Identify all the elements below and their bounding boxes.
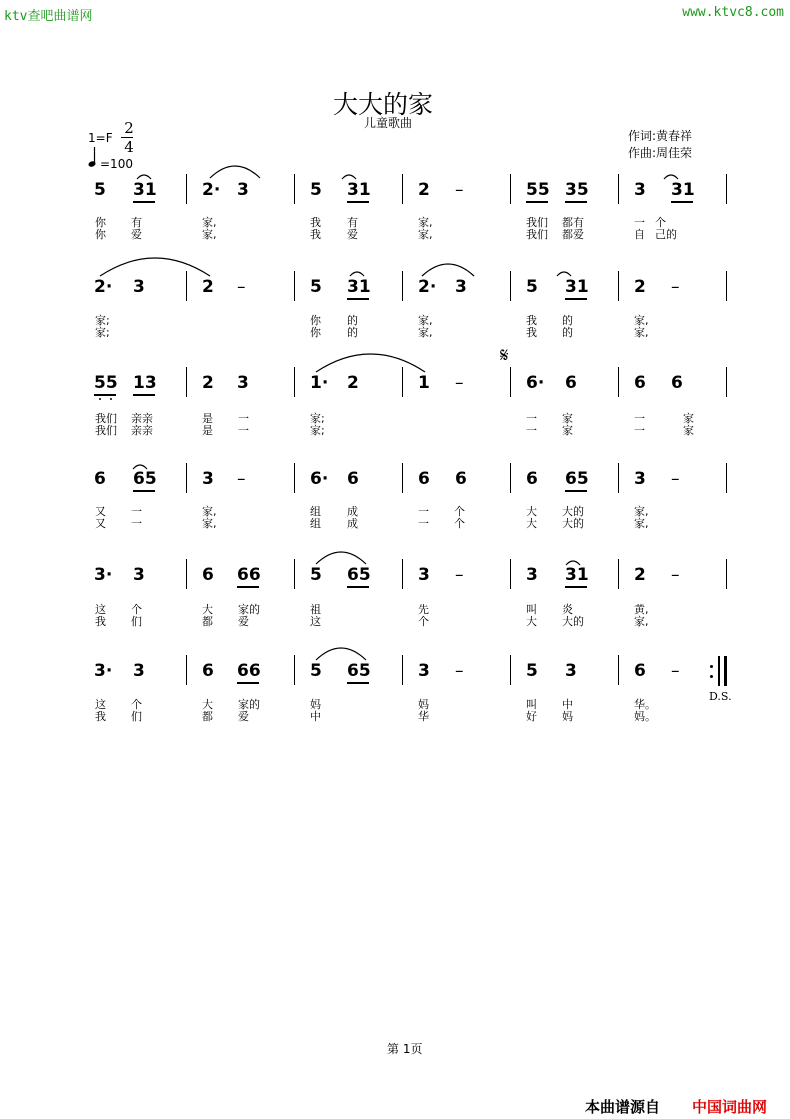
note: 2 [347, 373, 359, 393]
note: 2 [202, 277, 214, 297]
lyric-syllable: 个 [655, 216, 666, 229]
lyric-syllable: 个 [418, 615, 429, 628]
note: 5 [310, 277, 322, 297]
lyric-syllable: 爱 [238, 710, 249, 723]
lyric-syllable: 的 [562, 314, 573, 327]
note: 31 [347, 180, 371, 200]
dash: – [671, 661, 680, 681]
lyric-syllable: 祖 [310, 603, 321, 616]
note: 66 [237, 565, 261, 585]
dash: – [455, 565, 464, 585]
note: 31 [565, 277, 589, 297]
lyric-syllable: 我 [310, 216, 321, 229]
slur [422, 264, 474, 276]
note: 3 [133, 277, 145, 297]
note: 6 [671, 373, 683, 393]
lyric-syllable: 一 [634, 412, 645, 425]
lyric-syllable: 家, [634, 615, 649, 628]
lyric-syllable: 的 [347, 314, 358, 327]
note: 5 [526, 277, 538, 297]
dash: – [671, 565, 680, 585]
lyric-syllable: 我 [95, 615, 106, 628]
song-title: 大大的家 [333, 90, 434, 119]
lyric-syllable: 一 [131, 517, 142, 530]
lyric-syllable: 一 [238, 412, 249, 425]
lyric-syllable: 家, [418, 314, 433, 327]
lyric-syllable: 家, [634, 505, 649, 518]
note: 2· [202, 180, 221, 200]
note: 2 [634, 565, 646, 585]
note: 5 [94, 180, 106, 200]
lyric-syllable: 一 [238, 424, 249, 437]
note: 3 [237, 373, 249, 393]
lyric-syllable: 中 [310, 710, 321, 723]
note: 3 [455, 277, 467, 297]
note: 6 [202, 565, 214, 585]
lyric-syllable: 家, [634, 314, 649, 327]
lyric-syllable: 们 [131, 615, 142, 628]
lyric-syllable: 都 [202, 615, 213, 628]
watermark-left: ktv查吧曲谱网 [4, 9, 93, 24]
lyric-syllable: 我们 [95, 424, 117, 437]
note: 3· [94, 565, 113, 585]
note: 65 [347, 565, 371, 585]
lyric-syllable: 又 [95, 517, 106, 530]
lyric-syllable: 组 [310, 517, 321, 530]
lyric-syllable: 成 [347, 505, 358, 518]
note: 2· [418, 277, 437, 297]
lyric-syllable: 大的 [562, 505, 584, 518]
lyric-syllable: 是 [202, 412, 213, 425]
lyric-syllable: 爱 [238, 615, 249, 628]
lyric-syllable: 妈 [310, 698, 321, 711]
slur [137, 175, 151, 179]
lyric-syllable: 亲亲 [131, 412, 153, 425]
lyricist: 作词:黄春祥 [628, 129, 693, 143]
note: 31 [565, 565, 589, 585]
watermark-right: www.ktvc8.com [682, 5, 784, 20]
lyric-syllable: 叫 [526, 603, 537, 616]
lyric-syllable: 一 [131, 505, 142, 518]
lyric-syllable: 爱 [347, 228, 358, 241]
note: 3 [526, 565, 538, 585]
note: 6 [634, 661, 646, 681]
note: 5 [526, 661, 538, 681]
lyric-syllable: 家; [310, 412, 325, 425]
lyric-syllable: 亲亲 [131, 424, 153, 437]
lyric-syllable: 一 [526, 412, 537, 425]
lyric-syllable: 家的 [238, 698, 260, 711]
note: 31 [347, 277, 371, 297]
slur [316, 552, 366, 564]
slur [664, 175, 678, 179]
lyric-syllable: 你 [95, 228, 106, 241]
note: 5 [310, 661, 322, 681]
note: 6 [565, 373, 577, 393]
slur [316, 648, 366, 660]
lyric-syllable: 家, [418, 216, 433, 229]
ds-marking: D.S. [709, 690, 732, 703]
note: 3 [133, 661, 145, 681]
lyric-syllable: 你 [95, 216, 106, 229]
slur [100, 258, 210, 276]
note: 3 [565, 661, 577, 681]
lyric-syllable: 这 [95, 603, 106, 616]
lyric-syllable: 大的 [562, 615, 584, 628]
lyric-syllable: 我 [526, 326, 537, 339]
note: 35 [565, 180, 589, 200]
lyric-syllable: 是 [202, 424, 213, 437]
lyric-syllable: 我们 [526, 216, 548, 229]
note: 31 [133, 180, 157, 200]
lyric-syllable: 家, [202, 216, 217, 229]
lyric-syllable: 妈 [562, 710, 573, 723]
lyric-syllable: 妈 [418, 698, 429, 711]
note: 6 [202, 661, 214, 681]
lyric-syllable: 我 [526, 314, 537, 327]
lyric-syllable: 家; [310, 424, 325, 437]
lyric-syllable: 家, [202, 517, 217, 530]
lyric-syllable: 家, [202, 505, 217, 518]
note: 3 [634, 469, 646, 489]
footer-source: 本曲谱源自 [585, 1098, 661, 1116]
lyric-syllable: 你 [310, 326, 321, 339]
lyric-syllable: 有 [131, 216, 142, 229]
lyric-syllable: 这 [310, 615, 321, 628]
lyric-syllable: 家; [95, 326, 110, 339]
key-signature: 1=F [88, 131, 113, 145]
lyric-syllable: 又 [95, 505, 106, 518]
lyric-syllable: 的 [562, 326, 573, 339]
lyric-syllable: 己的 [655, 228, 677, 241]
lyric-syllable: 一 [634, 424, 645, 437]
note: 2 [418, 180, 430, 200]
lyric-syllable: 中 [562, 698, 573, 711]
lyric-syllable: 妈。 [634, 710, 656, 723]
lyric-syllable: 你 [310, 314, 321, 327]
note: 3 [133, 565, 145, 585]
lyric-syllable: 我们 [526, 228, 548, 241]
lyric-syllable: 一 [418, 505, 429, 518]
lyric-syllable: 有 [347, 216, 358, 229]
note: 3 [237, 180, 249, 200]
lyric-syllable: 华。 [634, 698, 656, 711]
dash: – [237, 277, 246, 297]
lyric-syllable: 都有 [562, 216, 584, 229]
tempo: =100 [100, 157, 133, 171]
segno-icon: 𝄋 [500, 343, 509, 367]
lyric-syllable: 家; [95, 314, 110, 327]
lyric-syllable: 大的 [562, 517, 584, 530]
lyric-syllable: 大 [202, 603, 213, 616]
lyric-syllable: 都爱 [562, 228, 584, 241]
lyric-syllable: 家, [634, 517, 649, 530]
lyric-syllable: 个 [454, 505, 465, 518]
note: 65 [565, 469, 589, 489]
lyric-syllable: 大 [526, 615, 537, 628]
dash: – [455, 661, 464, 681]
note: 6 [418, 469, 430, 489]
note: 6· [310, 469, 329, 489]
time-sig-bottom: 4 [124, 138, 134, 156]
lyric-syllable: 成 [347, 517, 358, 530]
note: 13 [133, 373, 157, 393]
slur [350, 272, 364, 276]
page-number: 第 1页 [387, 1042, 423, 1056]
note: 6 [455, 469, 467, 489]
lyric-syllable: 这 [95, 698, 106, 711]
lyric-syllable: 们 [131, 710, 142, 723]
slur [210, 166, 260, 178]
note: 3 [634, 180, 646, 200]
lyric-syllable: 家的 [238, 603, 260, 616]
note: 3· [94, 661, 113, 681]
footer-site: 中国词曲网 [692, 1098, 768, 1116]
lyric-syllable: 个 [454, 517, 465, 530]
lyric-syllable: 大 [526, 505, 537, 518]
lyric-syllable: 华 [418, 710, 429, 723]
note: 2 [634, 277, 646, 297]
time-sig-top: 2 [124, 119, 134, 137]
dash: – [671, 469, 680, 489]
lyric-syllable: 家 [683, 424, 694, 437]
lyric-syllable: 叫 [526, 698, 537, 711]
lyric-syllable: 家, [418, 228, 433, 241]
note: 1· [310, 373, 329, 393]
note: 55 [526, 180, 550, 200]
lyric-syllable: 爱 [131, 228, 142, 241]
dash: – [237, 469, 246, 489]
lyric-syllable: 自 [634, 228, 645, 241]
note: 6· [526, 373, 545, 393]
note: 1 [418, 373, 430, 393]
lyric-syllable: 炎 [562, 603, 573, 616]
dash: – [455, 180, 464, 200]
note: 66 [237, 661, 261, 681]
slur [133, 465, 147, 469]
note: 31 [671, 180, 695, 200]
lyric-syllable: 大 [526, 517, 537, 530]
lyric-syllable: 黄, [634, 603, 649, 616]
slur [342, 175, 356, 179]
note: 3 [202, 469, 214, 489]
note: 65 [133, 469, 157, 489]
lyric-syllable: 家, [202, 228, 217, 241]
lyric-syllable: 我 [95, 710, 106, 723]
lyric-syllable: 家, [634, 326, 649, 339]
lyric-syllable: 我们 [95, 412, 117, 425]
note: 2 [202, 373, 214, 393]
note: 6 [634, 373, 646, 393]
lyric-syllable: 一 [526, 424, 537, 437]
lyric-syllable: 家, [418, 326, 433, 339]
note: 5 [310, 565, 322, 585]
dash: – [671, 277, 680, 297]
lyric-syllable: 我 [310, 228, 321, 241]
note: 6 [94, 469, 106, 489]
lyric-syllable: 好 [526, 710, 537, 723]
lyric-syllable: 组 [310, 505, 321, 518]
note: 3 [418, 661, 430, 681]
note: 65 [347, 661, 371, 681]
note: 5 [310, 180, 322, 200]
lyric-syllable: 家 [683, 412, 694, 425]
slur [557, 272, 571, 276]
note: 55 [94, 373, 118, 393]
note: 2· [94, 277, 113, 297]
note: 3 [418, 565, 430, 585]
composer: 作曲:周佳荣 [628, 146, 693, 160]
lyric-syllable: 先 [418, 603, 429, 616]
lyric-syllable: 大 [202, 698, 213, 711]
lyric-syllable: 家 [562, 424, 573, 437]
lyric-syllable: 都 [202, 710, 213, 723]
dash: – [455, 373, 464, 393]
lyric-syllable: 的 [347, 326, 358, 339]
note: 6 [526, 469, 538, 489]
lyric-syllable: 家 [562, 412, 573, 425]
lyric-syllable: 个 [131, 603, 142, 616]
lyric-syllable: 一 [634, 216, 645, 229]
lyric-syllable: 个 [131, 698, 142, 711]
note: 6 [347, 469, 359, 489]
slur [316, 354, 425, 372]
song-subtitle: 儿童歌曲 [364, 116, 413, 130]
lyric-syllable: 一 [418, 517, 429, 530]
slur [566, 561, 580, 565]
